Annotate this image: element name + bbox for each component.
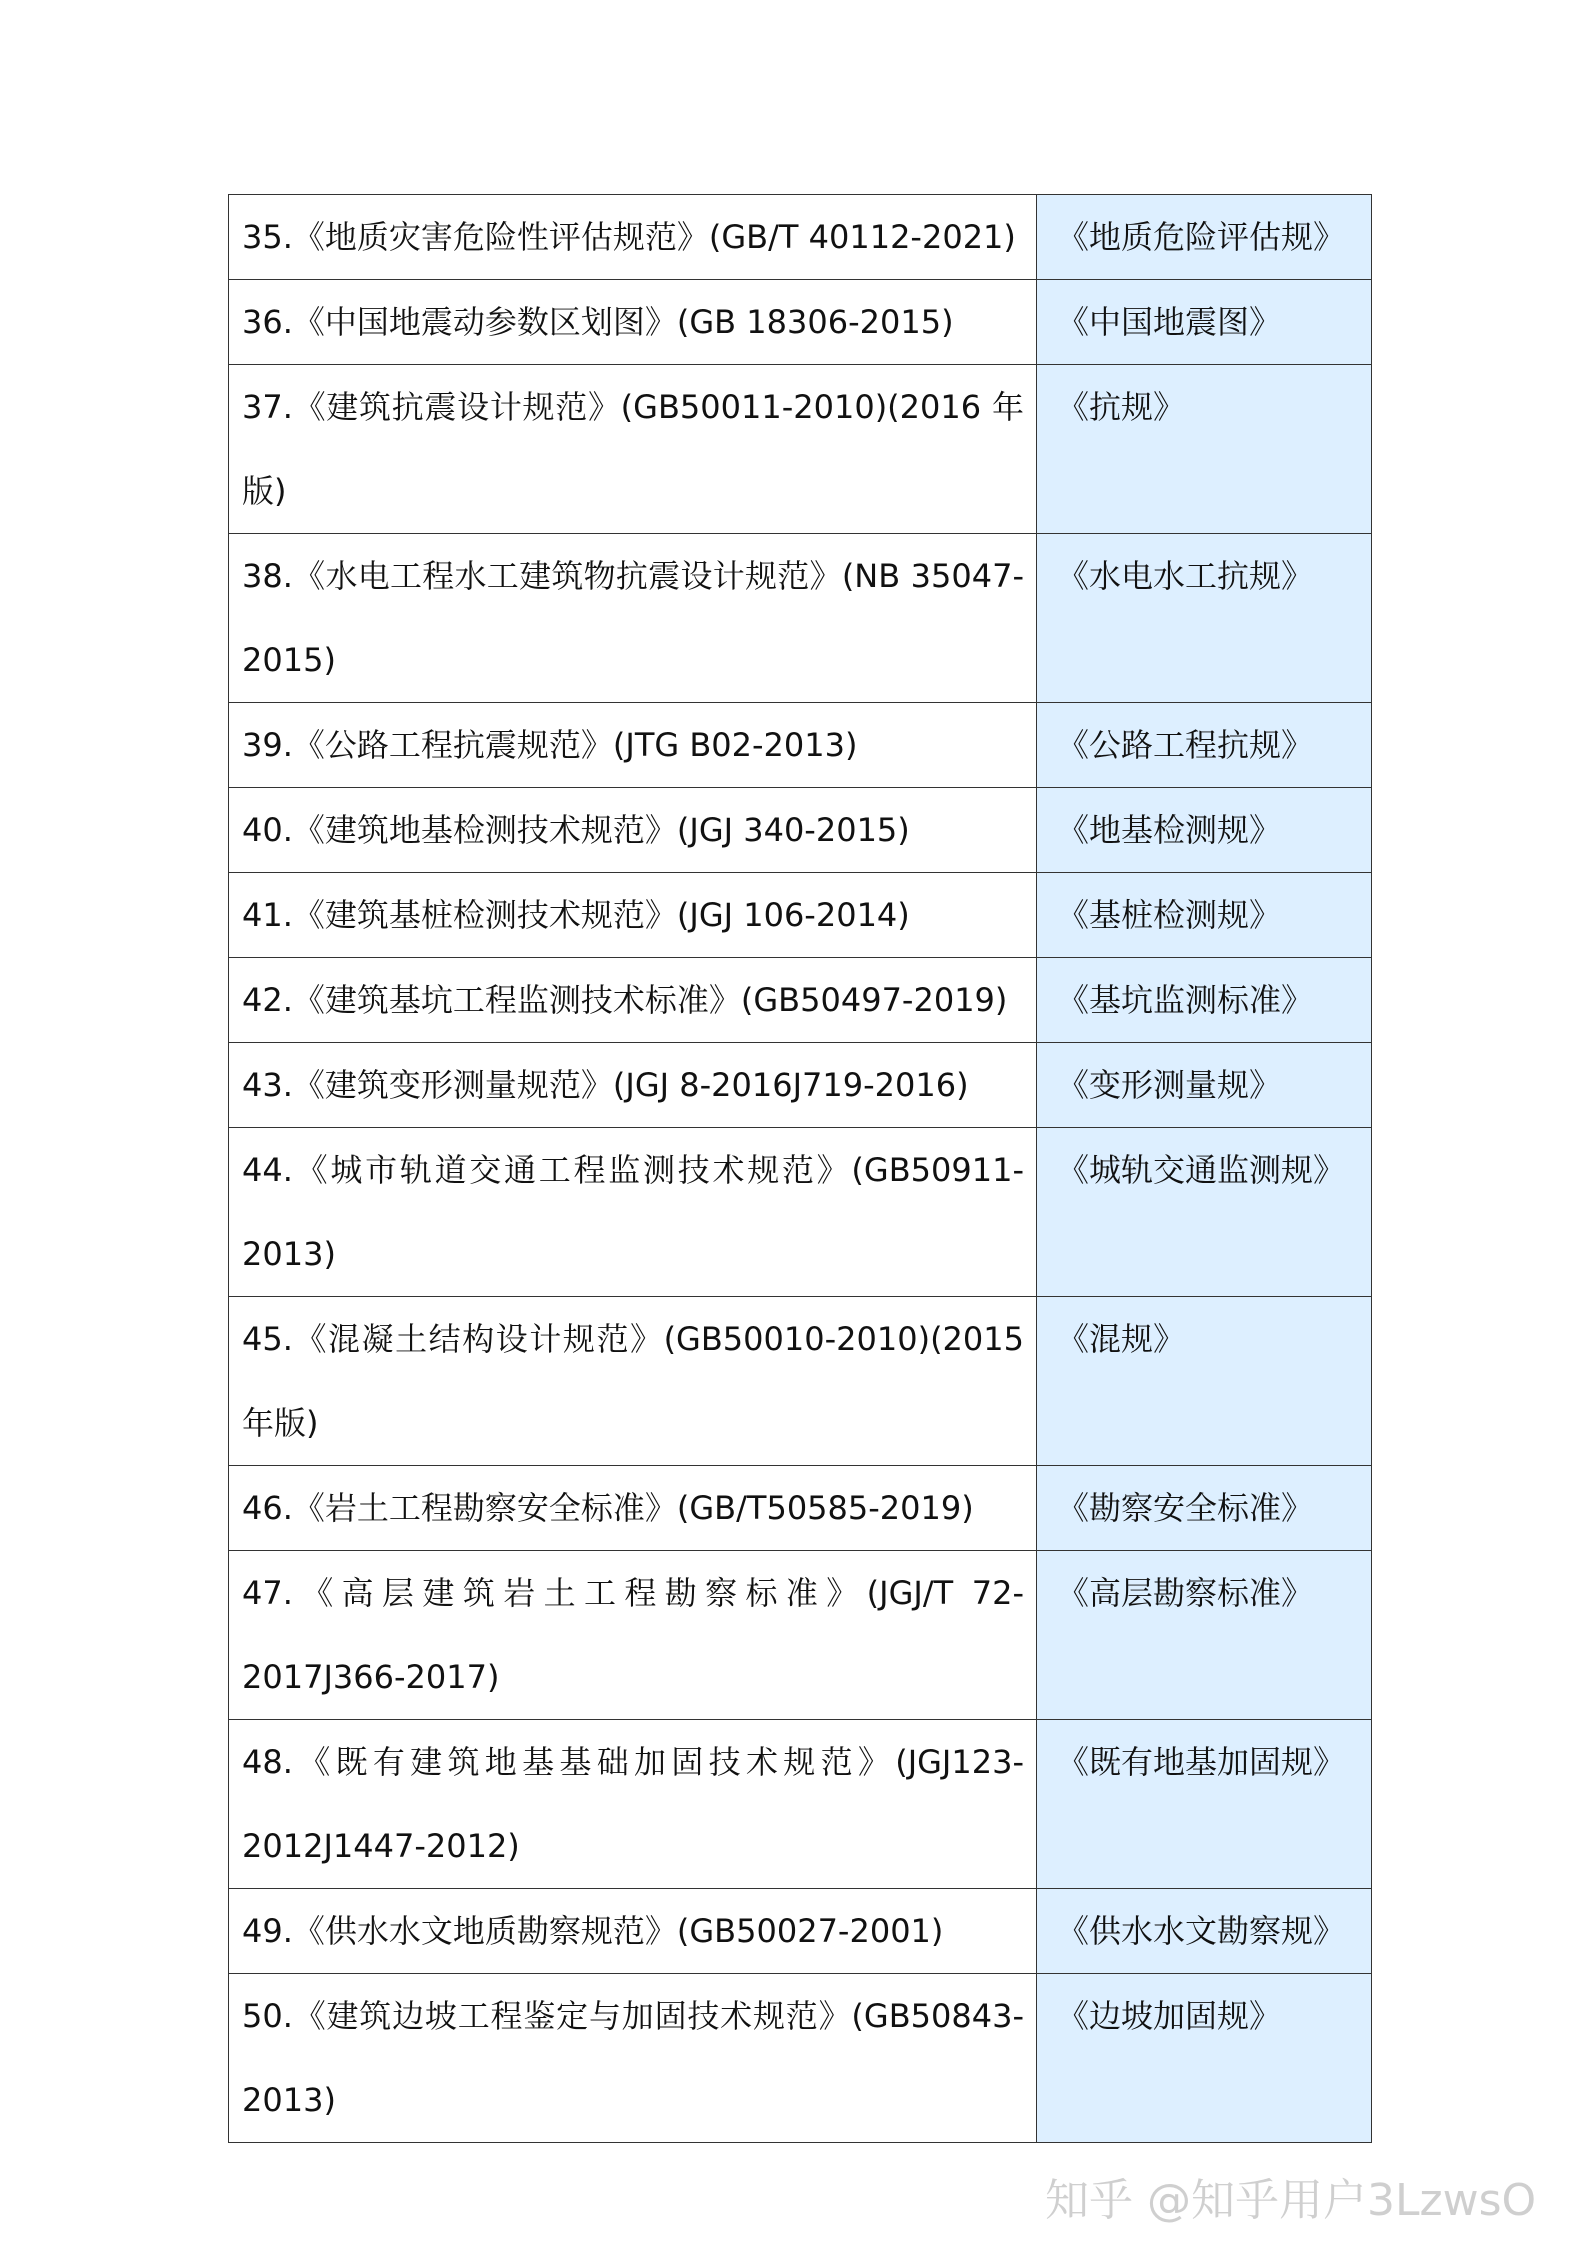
standard-name: 44.《城市轨道交通工程监测技术规范》(GB50911-2013): [242, 1151, 1024, 1273]
abbreviation: 《变形测量规》: [1057, 1066, 1282, 1104]
table-row: [229, 534, 1372, 703]
abbreviation: 《高层勘察标准》: [1057, 1574, 1314, 1612]
abbreviation-cell: [1037, 534, 1372, 703]
standard-name: 50.《建筑边坡工程鉴定与加固技术规范》(GB50843-2013): [242, 1997, 1024, 2119]
abbreviation: 《既有地基加固规》: [1057, 1743, 1346, 1781]
abbreviation: 《基桩检测规》: [1057, 896, 1282, 934]
standard-name-cell: [229, 873, 1037, 958]
table-row: [229, 958, 1372, 1043]
standard-name: 38.《水电工程水工建筑物抗震设计规范》(NB 35047-2015): [242, 557, 1024, 679]
abbreviation-cell: [1037, 788, 1372, 873]
standards-table: [228, 194, 1372, 2143]
abbreviation: 《公路工程抗规》: [1057, 726, 1314, 764]
abbreviation: 《城轨交通监测规》: [1057, 1151, 1346, 1189]
abbreviation: 《抗规》: [1057, 388, 1186, 426]
standard-name: 46.《岩土工程勘察安全标准》(GB/T50585-2019): [242, 1489, 974, 1527]
standard-name: 43.《建筑变形测量规范》(JGJ 8-2016J719-2016): [242, 1066, 969, 1104]
watermark-text: 知乎 @知乎用户3LzwsO: [1045, 2175, 1537, 2226]
standard-name-cell: [229, 788, 1037, 873]
standard-name: 47.《高层建筑岩土工程勘察标准》(JGJ/T 72-2017J366-2017): [242, 1574, 1024, 1696]
standard-name: 42.《建筑基坑工程监测技术标准》(GB50497-2019): [242, 981, 1008, 1019]
standard-name-cell: [229, 1551, 1037, 1720]
abbreviation-cell: [1037, 958, 1372, 1043]
abbreviation: 《中国地震图》: [1057, 303, 1282, 341]
standard-name-cell: [229, 1889, 1037, 1974]
abbreviation: 《边坡加固规》: [1057, 1997, 1282, 2035]
table-row: [229, 1551, 1372, 1720]
standard-name-cell: [229, 195, 1037, 280]
standard-name: 36.《中国地震动参数区划图》(GB 18306-2015): [242, 303, 954, 341]
standard-name-cell: [229, 280, 1037, 365]
standard-name: 35.《地质灾害危险性评估规范》(GB/T 40112-2021): [242, 218, 1016, 256]
abbreviation: 《水电水工抗规》: [1057, 557, 1314, 595]
standard-name-cell: [229, 703, 1037, 788]
standard-name: 49.《供水水文地质勘察规范》(GB50027-2001): [242, 1912, 944, 1950]
abbreviation: 《基坑监测标准》: [1057, 981, 1314, 1019]
abbreviation: 《混规》: [1057, 1320, 1186, 1358]
standard-name: 39.《公路工程抗震规范》(JTG B02-2013): [242, 726, 858, 764]
abbreviation-cell: [1037, 280, 1372, 365]
standard-name-cell: [229, 1466, 1037, 1551]
standard-name-cell: [229, 365, 1037, 534]
table-row: [229, 873, 1372, 958]
table-row: [229, 1297, 1372, 1466]
standard-name-cell: [229, 1043, 1037, 1128]
abbreviation-cell: [1037, 195, 1372, 280]
standard-name-cell: [229, 534, 1037, 703]
abbreviation: 《勘察安全标准》: [1057, 1489, 1314, 1527]
abbreviation-cell: [1037, 1043, 1372, 1128]
abbreviation-cell: [1037, 873, 1372, 958]
abbreviation-cell: [1037, 1551, 1372, 1720]
standard-name: 41.《建筑基桩检测技术规范》(JGJ 106-2014): [242, 896, 910, 934]
table-row: [229, 1466, 1372, 1551]
table-row: [229, 788, 1372, 873]
table-row: [229, 703, 1372, 788]
standard-name-cell: [229, 1297, 1037, 1466]
abbreviation: 《供水水文勘察规》: [1057, 1912, 1346, 1950]
abbreviation-cell: [1037, 1720, 1372, 1889]
table-row: [229, 365, 1372, 534]
abbreviation-cell: [1037, 1128, 1372, 1297]
table-row: [229, 195, 1372, 280]
standard-name-cell: [229, 1974, 1037, 2143]
abbreviation-cell: [1037, 1297, 1372, 1466]
table-row: [229, 1128, 1372, 1297]
abbreviation: 《地质危险评估规》: [1057, 218, 1346, 256]
abbreviation-cell: [1037, 1974, 1372, 2143]
standard-name-cell: [229, 1128, 1037, 1297]
abbreviation-cell: [1037, 1466, 1372, 1551]
abbreviation-cell: [1037, 365, 1372, 534]
abbreviation: 《地基检测规》: [1057, 811, 1282, 849]
table-row: [229, 1889, 1372, 1974]
abbreviation-cell: [1037, 703, 1372, 788]
standard-name: 37.《建筑抗震设计规范》(GB50011-2010)(2016 年版): [242, 388, 1024, 510]
table-row: [229, 1043, 1372, 1128]
standard-name-cell: [229, 1720, 1037, 1889]
abbreviation-cell: [1037, 1889, 1372, 1974]
standard-name-cell: [229, 958, 1037, 1043]
standard-name: 40.《建筑地基检测技术规范》(JGJ 340-2015): [242, 811, 910, 849]
table-row: [229, 1974, 1372, 2143]
standard-name: 45.《混凝土结构设计规范》(GB50010-2010)(2015 年版): [242, 1320, 1024, 1442]
table-row: [229, 280, 1372, 365]
table-row: [229, 1720, 1372, 1889]
standard-name: 48.《既有建筑地基基础加固技术规范》(JGJ123-2012J1447-2012): [242, 1743, 1024, 1865]
